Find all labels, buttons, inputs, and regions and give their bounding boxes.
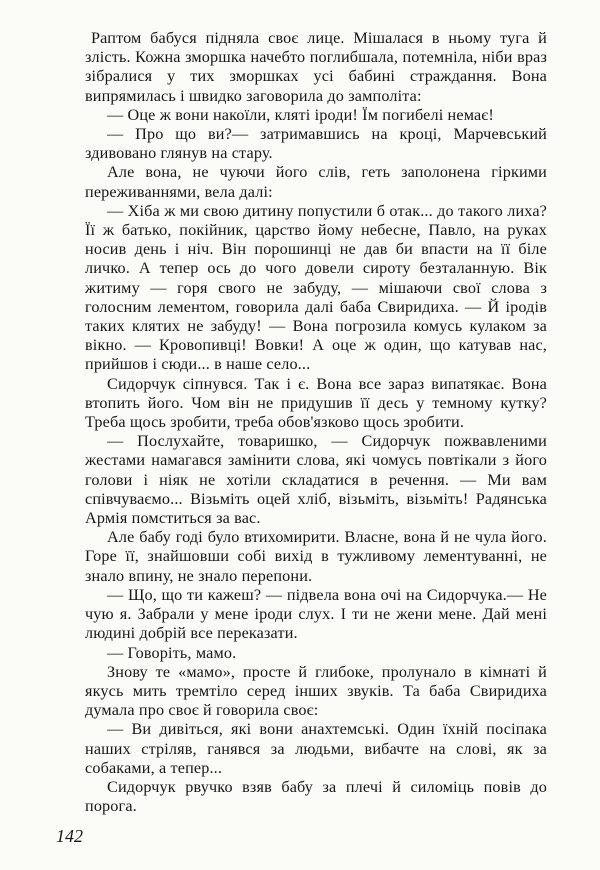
paragraph: Знову те «мамо», просте й глибоке, пролунало в кімнаті й якусь мить тремтіло серед інших звуків. Та баба Свиридиха думала про своє й говорила своє: [85, 662, 547, 720]
paragraph: — Говоріть, мамо. [107, 643, 237, 662]
page-text [85, 29, 547, 816]
paragraph: Сидорчук рвучко взяв бабу за плечі й силоміць повів до порога. [85, 777, 547, 816]
paragraph: Раптом бабуся підняла своє лице. Мішалася в ньому туга й злість. Кожна зморшка начебто поглибшала, потемніла, ніби враз зібралися у тих зморшках усі бабині страждання. Вона випрямилась і швидко заговорила до замполіта: [85, 29, 547, 105]
paragraph: Але бабу годі було втихомирити. Власне, вона й не чула його. Горе її, знайшовши собі вихід в тужливому лементуванні, не знало впину, не знало перепони. [85, 528, 547, 585]
paragraph: Сидорчук сіпнувся. Так і є. Вона все зараз випатякає. Вона втопить його. Чом він не придушив її десь у темному кутку? Треба щось зробити, треба обов'язково щось зробити. [85, 374, 547, 432]
paragraph: — Хіба ж ми свою дитину попустили б отак... до такого лиха? Її ж батько, покійник, царство йому небесне, Павло, на руках носив день і ніч. Він порошинці не дав би впасти на її біле личко. А тепер ось до чого довели сироту безталанную. Вік житиму — горя свого не забуду, — мішаючи свої слова з голосним лементом, говорила далі баба Свиридиха. — Й іродів таких клятих не забуду! — Вона погрозила комусь кулаком за вікно. — Кровопивці! Вовки! А оце ж один, що катував нас, прийшов і сюди... в наше село... [85, 201, 547, 374]
page-number: 142 [56, 826, 83, 846]
paragraph: — Оце ж вони накоїли, кляті іроди! Їм погибелі немає! [107, 105, 494, 124]
paragraph: — Ви дивіться, які вони анахтемські. Один їхній посіпака наших стріляв, ганявся за людьми, вибачте на слові, як за собаками, а тепер... [85, 720, 547, 777]
paragraph: — Послухайте, товаришко, — Сидорчук пожвавленими жестами намагався замінити слова, які чомусь повтікали з його голови і ніяк не хотіли складатися в речення. — Ми вам співчуваємо... Візьміть оцей хліб, візьміть, візьміть! Радянська Армія помститься за вас. [85, 432, 547, 528]
paragraph: — Що, що ти кажеш? — підвела вона очі на Сидорчука.— Не чую я. Забрали у мене іроди слух. І ти не жени мене. Дай мені людині добрій все переказати. [85, 585, 547, 643]
paragraph: Але вона, не чуючи його слів, геть заполонена гіркими переживаннями, вела далі: [85, 163, 547, 201]
paragraph: — Про що ви?— затримавшись на кроці, Марчевський здивовано глянув на стару. [85, 125, 547, 163]
